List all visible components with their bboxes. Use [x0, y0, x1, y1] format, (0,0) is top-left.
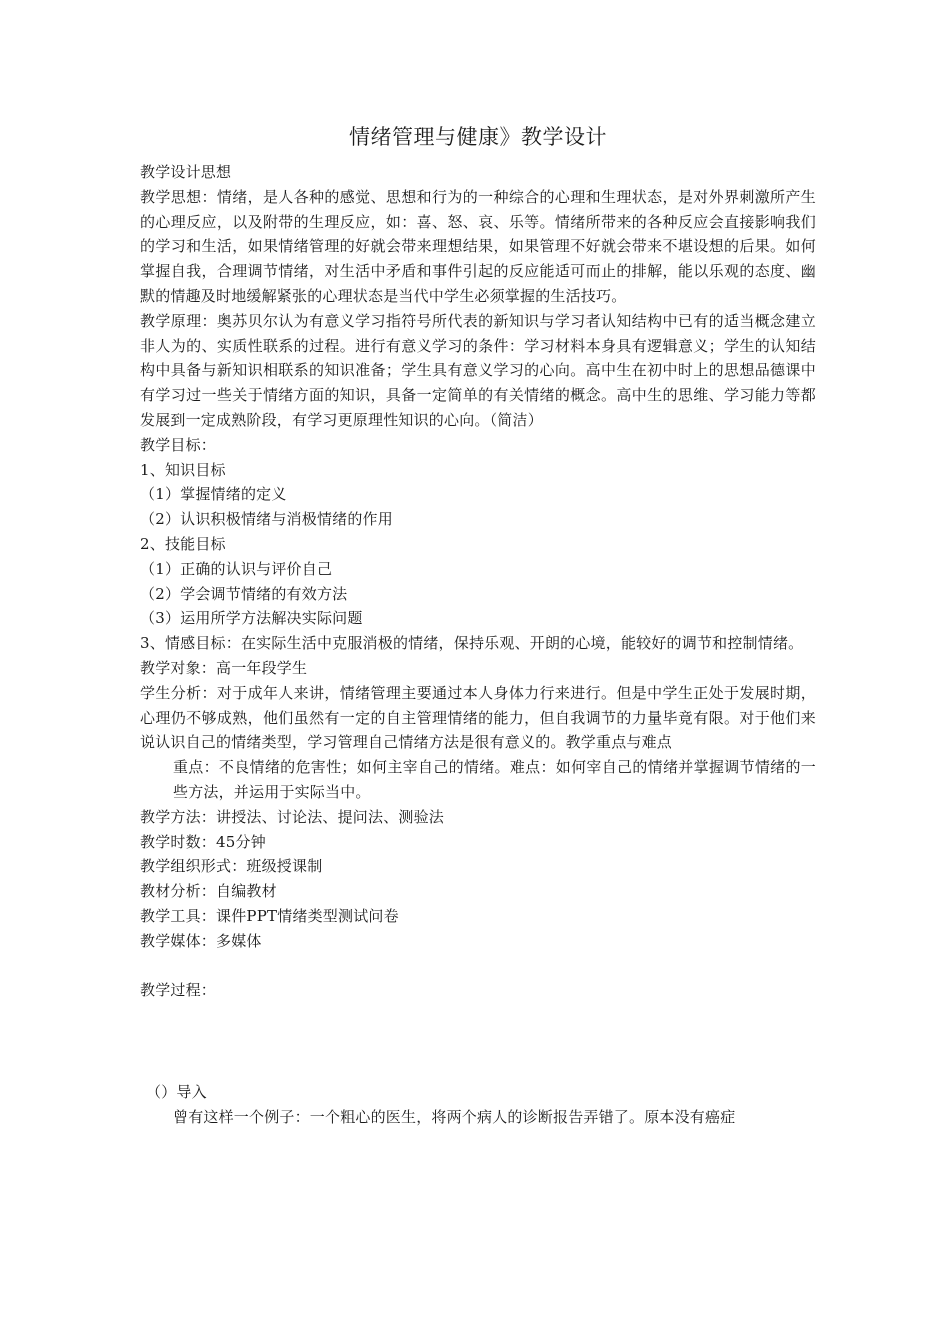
spacer	[140, 954, 816, 979]
section-intro-text: 曾有这样一个例子：一个粗心的医生，将两个病人的诊断报告弄错了。原本没有癌症	[173, 1107, 736, 1126]
paragraph-emotion-goal: 3、情感目标：在实际生活中克服消极的情绪，保持乐观、开朗的心境，能较好的调节和控制情绪。	[140, 634, 804, 653]
paragraph-student-analysis: 学生分析：对于成年人来讲，情绪管理主要通过本人身体力行来进行。但是中学生正处于发展时期，心理仍不够成熟，他们虽然有一定的自主管理情绪的能力，但自我调节的力量毕竟有限。对于他们来说认识自己的情绪类型，学习管理自己情绪方法是很有意义的。教学重点与难点	[140, 683, 816, 752]
detail-media: 教学媒体：多媒体	[140, 931, 262, 950]
list-item: （2）认识积极情绪与消极情绪的作用	[140, 510, 393, 529]
paragraph-knowledge-goal: 1、知识目标	[140, 460, 226, 479]
process-heading: 教学过程：	[140, 981, 217, 1000]
list-item: （1）掌握情绪的定义	[140, 485, 287, 504]
list-item: （1）正确的认识与评价自己	[140, 559, 333, 578]
spacer	[140, 1003, 816, 1055]
paragraph-skill-goal: 2、技能目标	[140, 534, 226, 553]
paragraph-key-points: 重点：不良情绪的危害性；如何主宰自己的情绪。难点：如何宰自己的情绪并掌握调节情绪的一些方法，并运用于实际当中。	[173, 758, 816, 801]
detail-hours: 教学时数：45分钟	[140, 832, 266, 851]
list-item: （2）学会调节情绪的有效方法	[140, 584, 348, 603]
document-title: 情绪管理与健康》教学设计	[349, 125, 607, 149]
document-page	[140, 118, 816, 1129]
paragraph-design-thought: 教学设计思想	[140, 163, 232, 181]
detail-organization: 教学组织形式：班级授课制	[140, 857, 323, 876]
list-item: （3）运用所学方法解决实际问题	[140, 609, 363, 628]
detail-tools: 教学工具：课件PPT情绪类型测试问卷	[140, 906, 399, 925]
paragraph-target-audience: 教学对象：高一年段学生	[140, 658, 308, 677]
paragraph-teaching-thought: 教学思想：情绪，是人各种的感觉、思想和行为的一种综合的心理和生理状态，是对外界刺激所产生的心理反应，以及附带的生理反应，如：喜、怒、哀、乐等。情绪所带来的各种反应会直接影响我们的学习和生活，如果情绪管理的好就会带来理想结果，如果管理不好就会带来不堪设想的后果。如何掌握自我，合理调节情绪，对生活中矛盾和事件引起的反应能适可而止的排解，能以乐观的态度、幽默的情趣及时地缓解紧张的心理状态是当代中学生必须掌握的生活技巧。	[140, 187, 816, 305]
detail-method: 教学方法：讲授法、讨论法、提问法、测验法	[140, 807, 445, 826]
detail-material: 教材分析：自编教材	[140, 882, 277, 901]
spacer	[140, 1055, 816, 1080]
paragraph-goals-heading: 教学目标：	[140, 435, 217, 454]
paragraph-teaching-principle: 教学原理：奥苏贝尔认为有意义学习指符号所代表的新知识与学习者认知结构中已有的适当概念建立非人为的、实质性联系的过程。进行有意义学习的条件：学习材料本身具有逻辑意义；学生的认知结构中具备与新知识相联系的知识准备；学生具有意义学习的心向。高中生在初中时上的思想品德课中有学习过一些关于情绪方面的知识，具备一定简单的有关情绪的概念。高中生的思维、学习能力等都发展到一定成熟阶段，有学习更原理性知识的心向。（简洁）	[140, 311, 816, 429]
section-intro-heading: （）导入	[146, 1082, 207, 1101]
